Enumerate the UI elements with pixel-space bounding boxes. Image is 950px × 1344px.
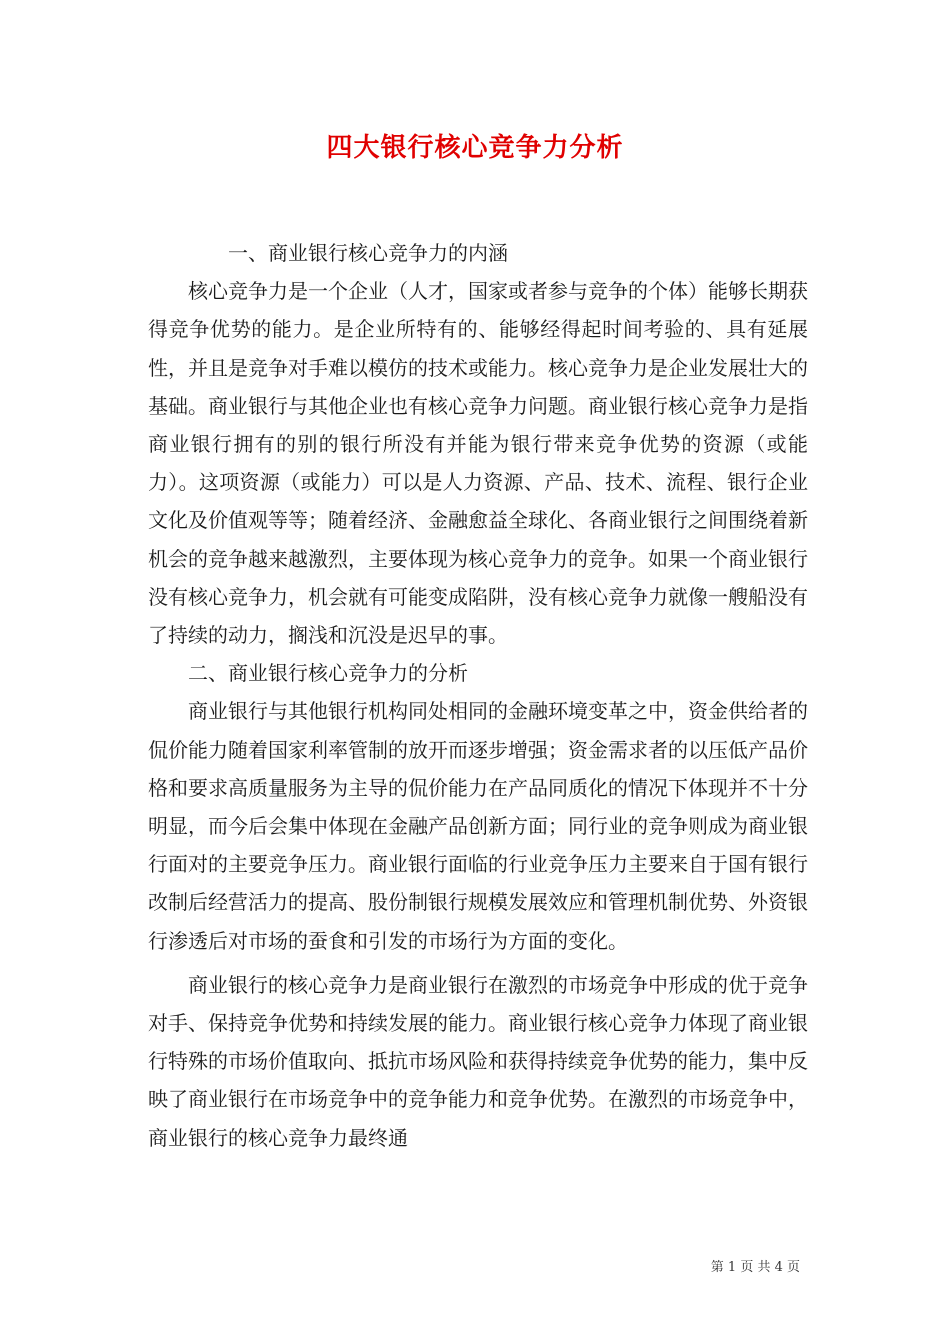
page-number-footer: 第 1 页 共 4 页 <box>710 1260 800 1275</box>
paragraph-3: 商业银行的核心竞争力是商业银行在激烈的市场竞争中形成的优于竞争对手、保持竞争优势和持续发展的能力。商业银行核心竞争力体现了商业银行特殊的市场价值取向、抵抗市场风险和获得持续竞争优势的能力，集中反映了商业银行在市场竞争中的竞争能力和竞争优势。在激烈的市场竞争中，商业银行的核心竞争力最终通 <box>148 972 808 1150</box>
paragraph-1: 核心竞争力是一个企业（人才，国家或者参与竞争的个体）能够长期获得竞争优势的能力。是企业所特有的、能够经得起时间考验的、具有延展性，并且是竞争对手难以模仿的技术或能力。核心竞争力是企业发展壮大的基础。商业银行与其他企业也有核心竞争力问题。商业银行核心竞争力是指商业银行拥有的别的银行所没有并能为银行带来竞争优势的资源（或能力）。这项资源（或能力）可以是人力资源、产品、技术、流程、银行企业文化及价值观等等；随着经济、金融愈益全球化、各商业银行之间围绕着新机会的竞争越来越激烈，主要体现为核心竞争力的竞争。如果一个商业银行没有核心竞争力，机会就有可能变成陷阱，没有核心竞争力就像一艘船没有了持续的动力，搁浅和沉没是迟早的事。 <box>148 279 808 648</box>
document-title: 四大银行核心竞争力分析 <box>326 133 624 163</box>
section-heading-2: 二、商业银行核心竞争力的分析 <box>188 661 468 686</box>
section-heading-1: 一、商业银行核心竞争力的内涵 <box>228 241 508 265</box>
document-body <box>148 234 808 1157</box>
paragraph-2: 商业银行与其他银行机构同处相同的金融环境变革之中，资金供给者的侃价能力随着国家利率管制的放开而逐步增强；资金需求者的以压低产品价格和要求高质量服务为主导的侃价能力在产品同质化的情况下体现并不十分明显，而今后会集中体现在金融产品创新方面；同行业的竞争则成为商业银行面对的主要竞争压力。商业银行面临的行业竞争压力主要来自于国有银行改制后经营活力的提高、股份制银行规模发展效应和管理机制优势、外资银行渗透后对市场的蚕食和引发的市场行为方面的变化。 <box>148 699 808 953</box>
